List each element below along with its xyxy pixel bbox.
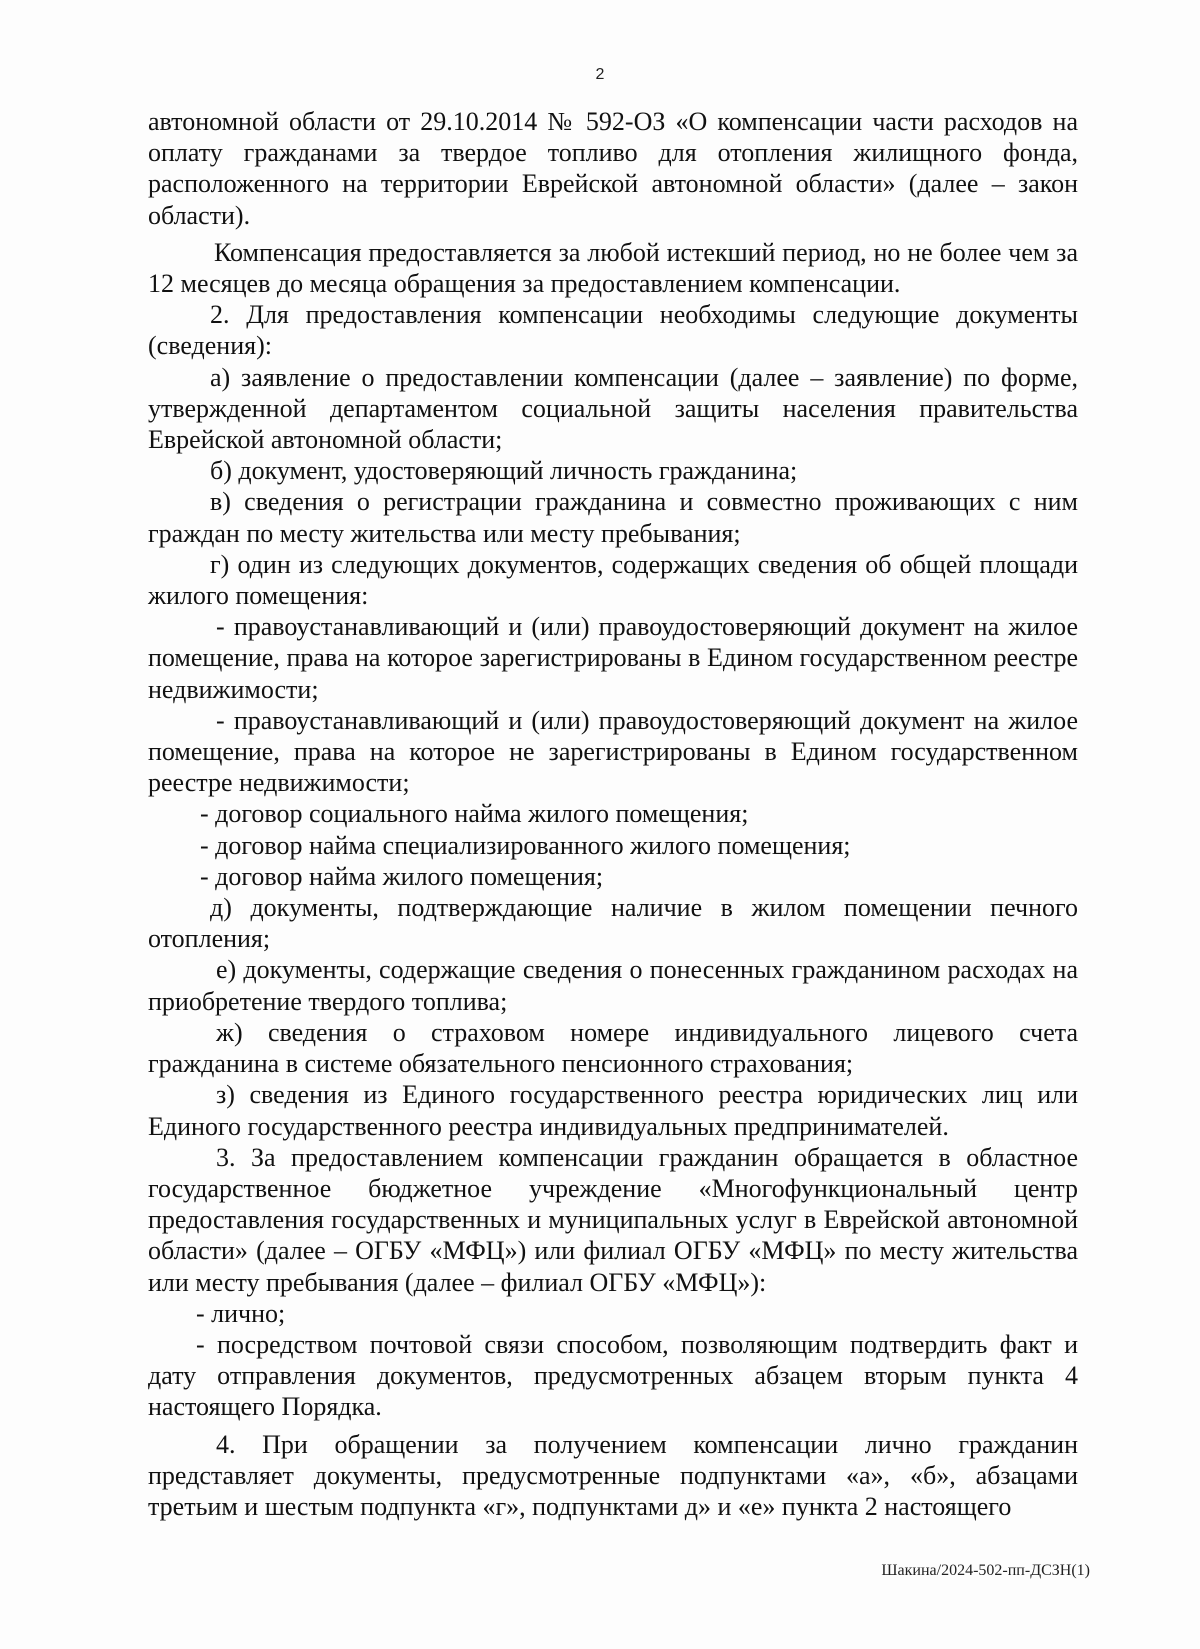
paragraph-item-2b: б) документ, удостоверяющий личность гражданина; bbox=[210, 456, 798, 486]
paragraph-item-4: 4. При обращении за получением компенсации лично гражданин представляет документы, предусмотренные подпунктами «а», «б», абзацами третьим и шестым подпункта «г», подпунктами д» и «е» пункта 2 настоящего bbox=[148, 1429, 1078, 1521]
paragraph-item-2zh: ж) сведения о страховом номере индивидуального лицевого счета гражданина в системе обязательного пенсионного страхования; bbox=[148, 1017, 1078, 1079]
paragraph-item-2d: д) документы, подтверждающие наличие в жилом помещении печного отопления; bbox=[148, 893, 1078, 954]
paragraph-compensation-period: Компенсация предоставляется за любой истекший период, но не более чем за 12 месяцев до месяца обращения за предоставлением компенсации. bbox=[148, 237, 1078, 299]
paragraph-law-reference: автономной области от 29.10.2014 № 592-ОЗ «О компенсации части расходов на оплату гражданами за твердое топливо для отопления жилищного фонда, расположенного на территории Еврейской автономной области» (далее – закон области). bbox=[148, 107, 1078, 230]
paragraph-dash-lease: - договор найма жилого помещения; bbox=[200, 861, 604, 891]
paragraph-dash-specialized-lease: - договор найма специализированного жилого помещения; bbox=[200, 830, 851, 860]
paragraph-item-2a: а) заявление о предоставлении компенсации (далее – заявление) по форме, утвержденной департаментом социальной защиты населения правительства Еврейской автономной области; bbox=[148, 362, 1078, 455]
paragraph-item-2g: г) один из следующих документов, содержащих сведения об общей площади жилого помещения: bbox=[148, 549, 1078, 611]
paragraph-item-2e: е) документы, содержащие сведения о понесенных гражданином расходах на приобретение твердого топлива; bbox=[148, 955, 1078, 1016]
document-body bbox=[148, 106, 1078, 1522]
paragraph-dash-registered: - правоустанавливающий и (или) правоудостоверяющий документ на жилое помещение, права на которое зарегистрированы в Едином государственном реестре недвижимости; bbox=[148, 612, 1078, 704]
paragraph-item-2v: в) сведения о регистрации гражданина и совместно проживающих с ним граждан по месту жительства или месту пребывания; bbox=[148, 487, 1078, 548]
paragraph-dash-in-person: - лично; bbox=[196, 1298, 286, 1328]
paragraph-dash-not-registered: - правоустанавливающий и (или) правоудостоверяющий документ на жилое помещение, права на которое не зарегистрированы в Едином государственном реестре недвижимости; bbox=[148, 705, 1078, 798]
paragraph-item-2z: з) сведения из Единого государственного реестра юридических лиц или Единого государственного реестра индивидуальных предпринимателей. bbox=[148, 1080, 1078, 1141]
paragraph-dash-by-mail: - посредством почтовой связи способом, позволяющим подтвердить факт и дату отправления документов, предусмотренных абзацем вторым пункта 4 настоящего Порядка. bbox=[148, 1329, 1078, 1422]
paragraph-dash-social-lease: - договор социального найма жилого помещения; bbox=[200, 799, 749, 829]
footer-document-code: Шакина/2024-502-пп-ДСЗН(1) bbox=[881, 1562, 1090, 1579]
paragraph-item-2: 2. Для предоставления компенсации необходимы следующие документы (сведения): bbox=[148, 300, 1078, 361]
paragraph-item-3: 3. За предоставлением компенсации гражданин обращается в областное государственное бюджетное учреждение «Многофункциональный центр предоставления государственных и муниципальных услуг в Еврейской автономной области» (далее – ОГБУ «МФЦ») или филиал ОГБУ «МФЦ» по месту жительства или месту пребывания (далее – филиал ОГБУ «МФЦ»): bbox=[148, 1142, 1078, 1297]
page-number: 2 bbox=[595, 66, 605, 83]
